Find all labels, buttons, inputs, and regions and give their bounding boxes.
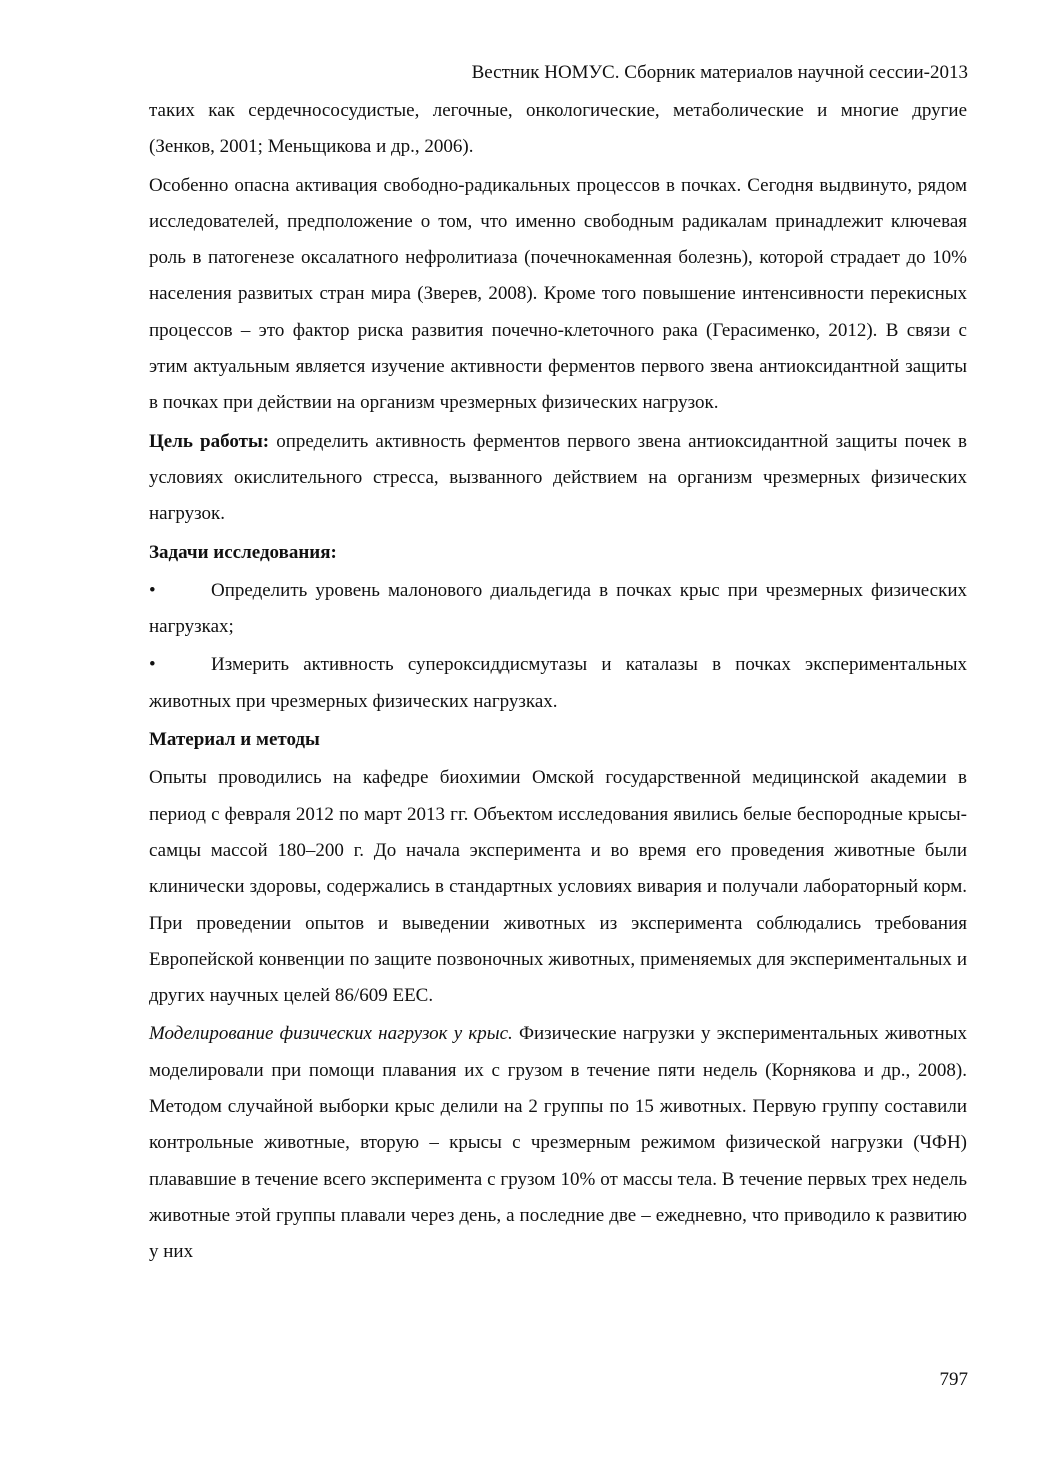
model-label: Моделирование физических нагрузок у крыс. [149,1023,513,1045]
page-number: 797 [939,1369,968,1390]
model-text: Физические нагрузки у экспериментальных животных моделировали при помощи плавания их с грузом в течение пяти недель (Корнякова и др., 2008). Методом случайной выборки крыс делили на 2 группы по 15 животных. Первую группу составили контрольные животные, вторую – крысы с чрезмерным режимом физической нагрузки (ЧФН) плававшие в течение всего эксперимента с грузом 10% от массы тела. В течение первых трех недель животные этой группы плавали через день, а последние две – ежедневно, что приводило к развитию у них [149,1023,967,1263]
tasks-heading: Задачи исследования: [149,541,337,563]
task-item-2 [149,647,967,720]
paragraph-model [149,1016,967,1270]
goal-label: Цель работы: [149,430,270,452]
paragraph-goal [149,424,967,533]
task-item-2-text: Измерить активность супероксиддисмутазы и каталазы в почках экспериментальных животных при чрезмерных физических нагрузках. [149,654,967,712]
paragraph-intro-continuation: таких как сердечнососудистые, легочные, онкологические, метаболические и многие другие (Зенков, 2001; Меньщикова и др., 2006). [149,100,967,158]
task-item-1 [149,573,967,646]
task-item-1-text: Определить уровень малонового диальдегида в почках крыс при чрезмерных физических нагрузках; [149,579,967,638]
paragraph-kidney-radicals: Особенно опасна активация свободно-радикальных процессов в почках. Сегодня выдвинуто, рядом исследователей, предположение о том, что именно свободным радикалам принадлежит ключевая роль в патогенезе оксалатного нефролитиаза (почечнокаменная болезнь), которой страдает до 10% населения развитых стран мира (Зверев, 2008). Кроме того повышение интенсивности перекисных процессов – это фактор риска развития почечно-клеточного рака (Герасименко, 2012). В связи с этим актуальным является изучение активности ферментов первого звена антиоксидантной защиты в почках при действии на организм чрезмерных физических нагрузок. [149,174,967,414]
bullet-icon: • [149,654,156,676]
methods-heading: Материал и методы [149,729,320,751]
goal-text: определить активность ферментов первого звена антиоксидантной защиты почек в условиях окислительного стресса, вызванного действием на организм чрезмерных физических нагрузок. [149,430,967,525]
body-text [149,93,967,1271]
running-header: Вестник НОМУС. Сборник материалов научной сессии-2013 [471,62,968,83]
bullet-icon: • [149,579,156,601]
paragraph-methods: Опыты проводились на кафедре биохимии Омской государственной медицинской академии в период с февраля 2012 по март 2013 гг. Объектом исследования явились белые беспородные крысы-самцы массой 180–200 г. До начала эксперимента и во время его проведения животные были клинически здоровы, содержались в стандартных условиях вивария и получали лабораторный корм. При проведении опытов и выведении животных из эксперимента соблюдались требования Европейской конвенции по защите позвоночных животных, применяемых для экспериментальных и других научных целей 86/609 ЕЕС. [149,767,967,1007]
